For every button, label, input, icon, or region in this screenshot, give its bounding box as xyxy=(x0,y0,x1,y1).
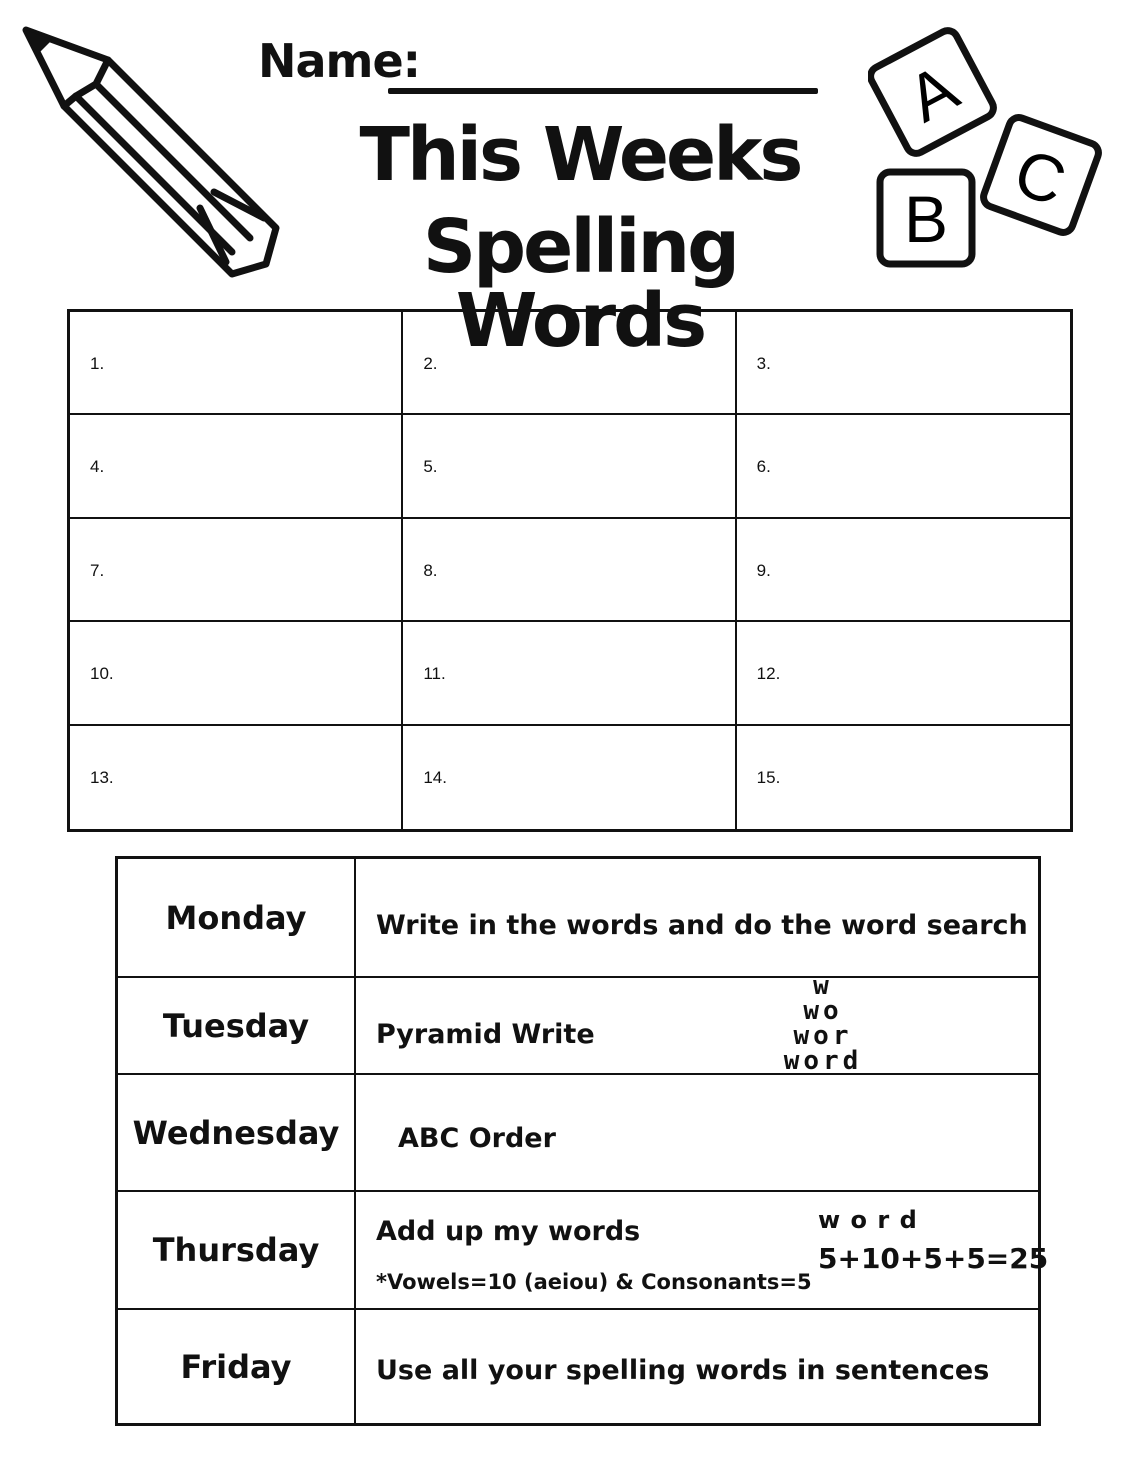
word-cell[interactable] xyxy=(403,726,736,829)
word-number: 5. xyxy=(423,457,438,477)
name-line[interactable] xyxy=(388,88,818,94)
title-line-2: Spelling Words xyxy=(422,204,738,364)
pyramid-example xyxy=(758,971,888,1076)
day-label: Monday xyxy=(118,859,356,976)
day-label: Wednesday xyxy=(118,1075,356,1190)
task-text: Pyramid Write xyxy=(376,1019,595,1050)
task-text: Write in the words and do the word search xyxy=(376,910,1028,941)
word-number: 6. xyxy=(756,457,771,477)
block-a-letter: A xyxy=(895,49,970,136)
task-text: Use all your spelling words in sentences xyxy=(376,1355,990,1386)
word-cell[interactable] xyxy=(737,622,1070,725)
pyramid-line: w xyxy=(813,971,833,1001)
word-number: 11. xyxy=(423,664,446,684)
vowel-rule-note: *Vowels=10 (aeiou) & Consonants=5 xyxy=(376,1270,812,1294)
weekly-schedule-table xyxy=(115,856,1049,1426)
word-cell[interactable] xyxy=(70,726,403,829)
pyramid-line: wo xyxy=(803,996,843,1026)
word-number: 4. xyxy=(90,457,105,477)
word-cell[interactable] xyxy=(403,519,736,622)
block-b-letter: B xyxy=(903,182,949,256)
name-label: Name: xyxy=(258,34,421,88)
task-text: ABC Order xyxy=(398,1123,556,1154)
word-number: 9. xyxy=(756,560,771,580)
word-number: 1. xyxy=(90,354,105,373)
abc-blocks-icon xyxy=(868,24,1108,274)
word-number: 7. xyxy=(90,560,105,580)
block-c-letter: C xyxy=(1005,133,1076,220)
day-label: Thursday xyxy=(118,1192,356,1308)
title-line-1: This Weeks xyxy=(359,112,801,198)
schedule-row-monday xyxy=(118,859,1038,978)
schedule-row-wednesday xyxy=(118,1075,1038,1192)
schedule-row-friday xyxy=(118,1310,1038,1423)
word-number: 13. xyxy=(90,767,114,787)
word-cell[interactable] xyxy=(70,415,403,518)
word-number: 8. xyxy=(423,560,438,580)
day-label: Friday xyxy=(118,1310,356,1423)
day-label: Tuesday xyxy=(118,978,356,1073)
word-number: 2. xyxy=(423,354,438,373)
example-sum: 5+10+5+5=25 xyxy=(818,1242,1049,1275)
word-number: 12. xyxy=(756,664,781,684)
pyramid-line: wor xyxy=(793,1021,853,1051)
word-cell[interactable] xyxy=(403,622,736,725)
spelling-words-grid xyxy=(67,309,1073,832)
word-number: 3. xyxy=(756,354,771,373)
schedule-row-tuesday xyxy=(118,971,1038,1076)
word-cell[interactable] xyxy=(403,415,736,518)
word-cell[interactable] xyxy=(70,519,403,622)
pencil-icon xyxy=(18,22,298,302)
pyramid-line: word xyxy=(783,1046,863,1076)
word-number: 14. xyxy=(423,767,447,787)
word-cell[interactable] xyxy=(737,415,1070,518)
word-cell[interactable] xyxy=(70,622,403,725)
word-number: 15. xyxy=(756,767,781,787)
task-text: Add up my words xyxy=(376,1216,641,1247)
schedule-row-thursday xyxy=(118,1192,1049,1310)
word-number: 10. xyxy=(90,664,114,684)
example-letters: w o r d xyxy=(818,1206,918,1234)
word-cell[interactable] xyxy=(403,312,736,415)
word-cell[interactable] xyxy=(70,312,403,415)
word-cell[interactable] xyxy=(737,312,1070,415)
word-cell[interactable] xyxy=(737,519,1070,622)
word-cell[interactable] xyxy=(737,726,1070,829)
